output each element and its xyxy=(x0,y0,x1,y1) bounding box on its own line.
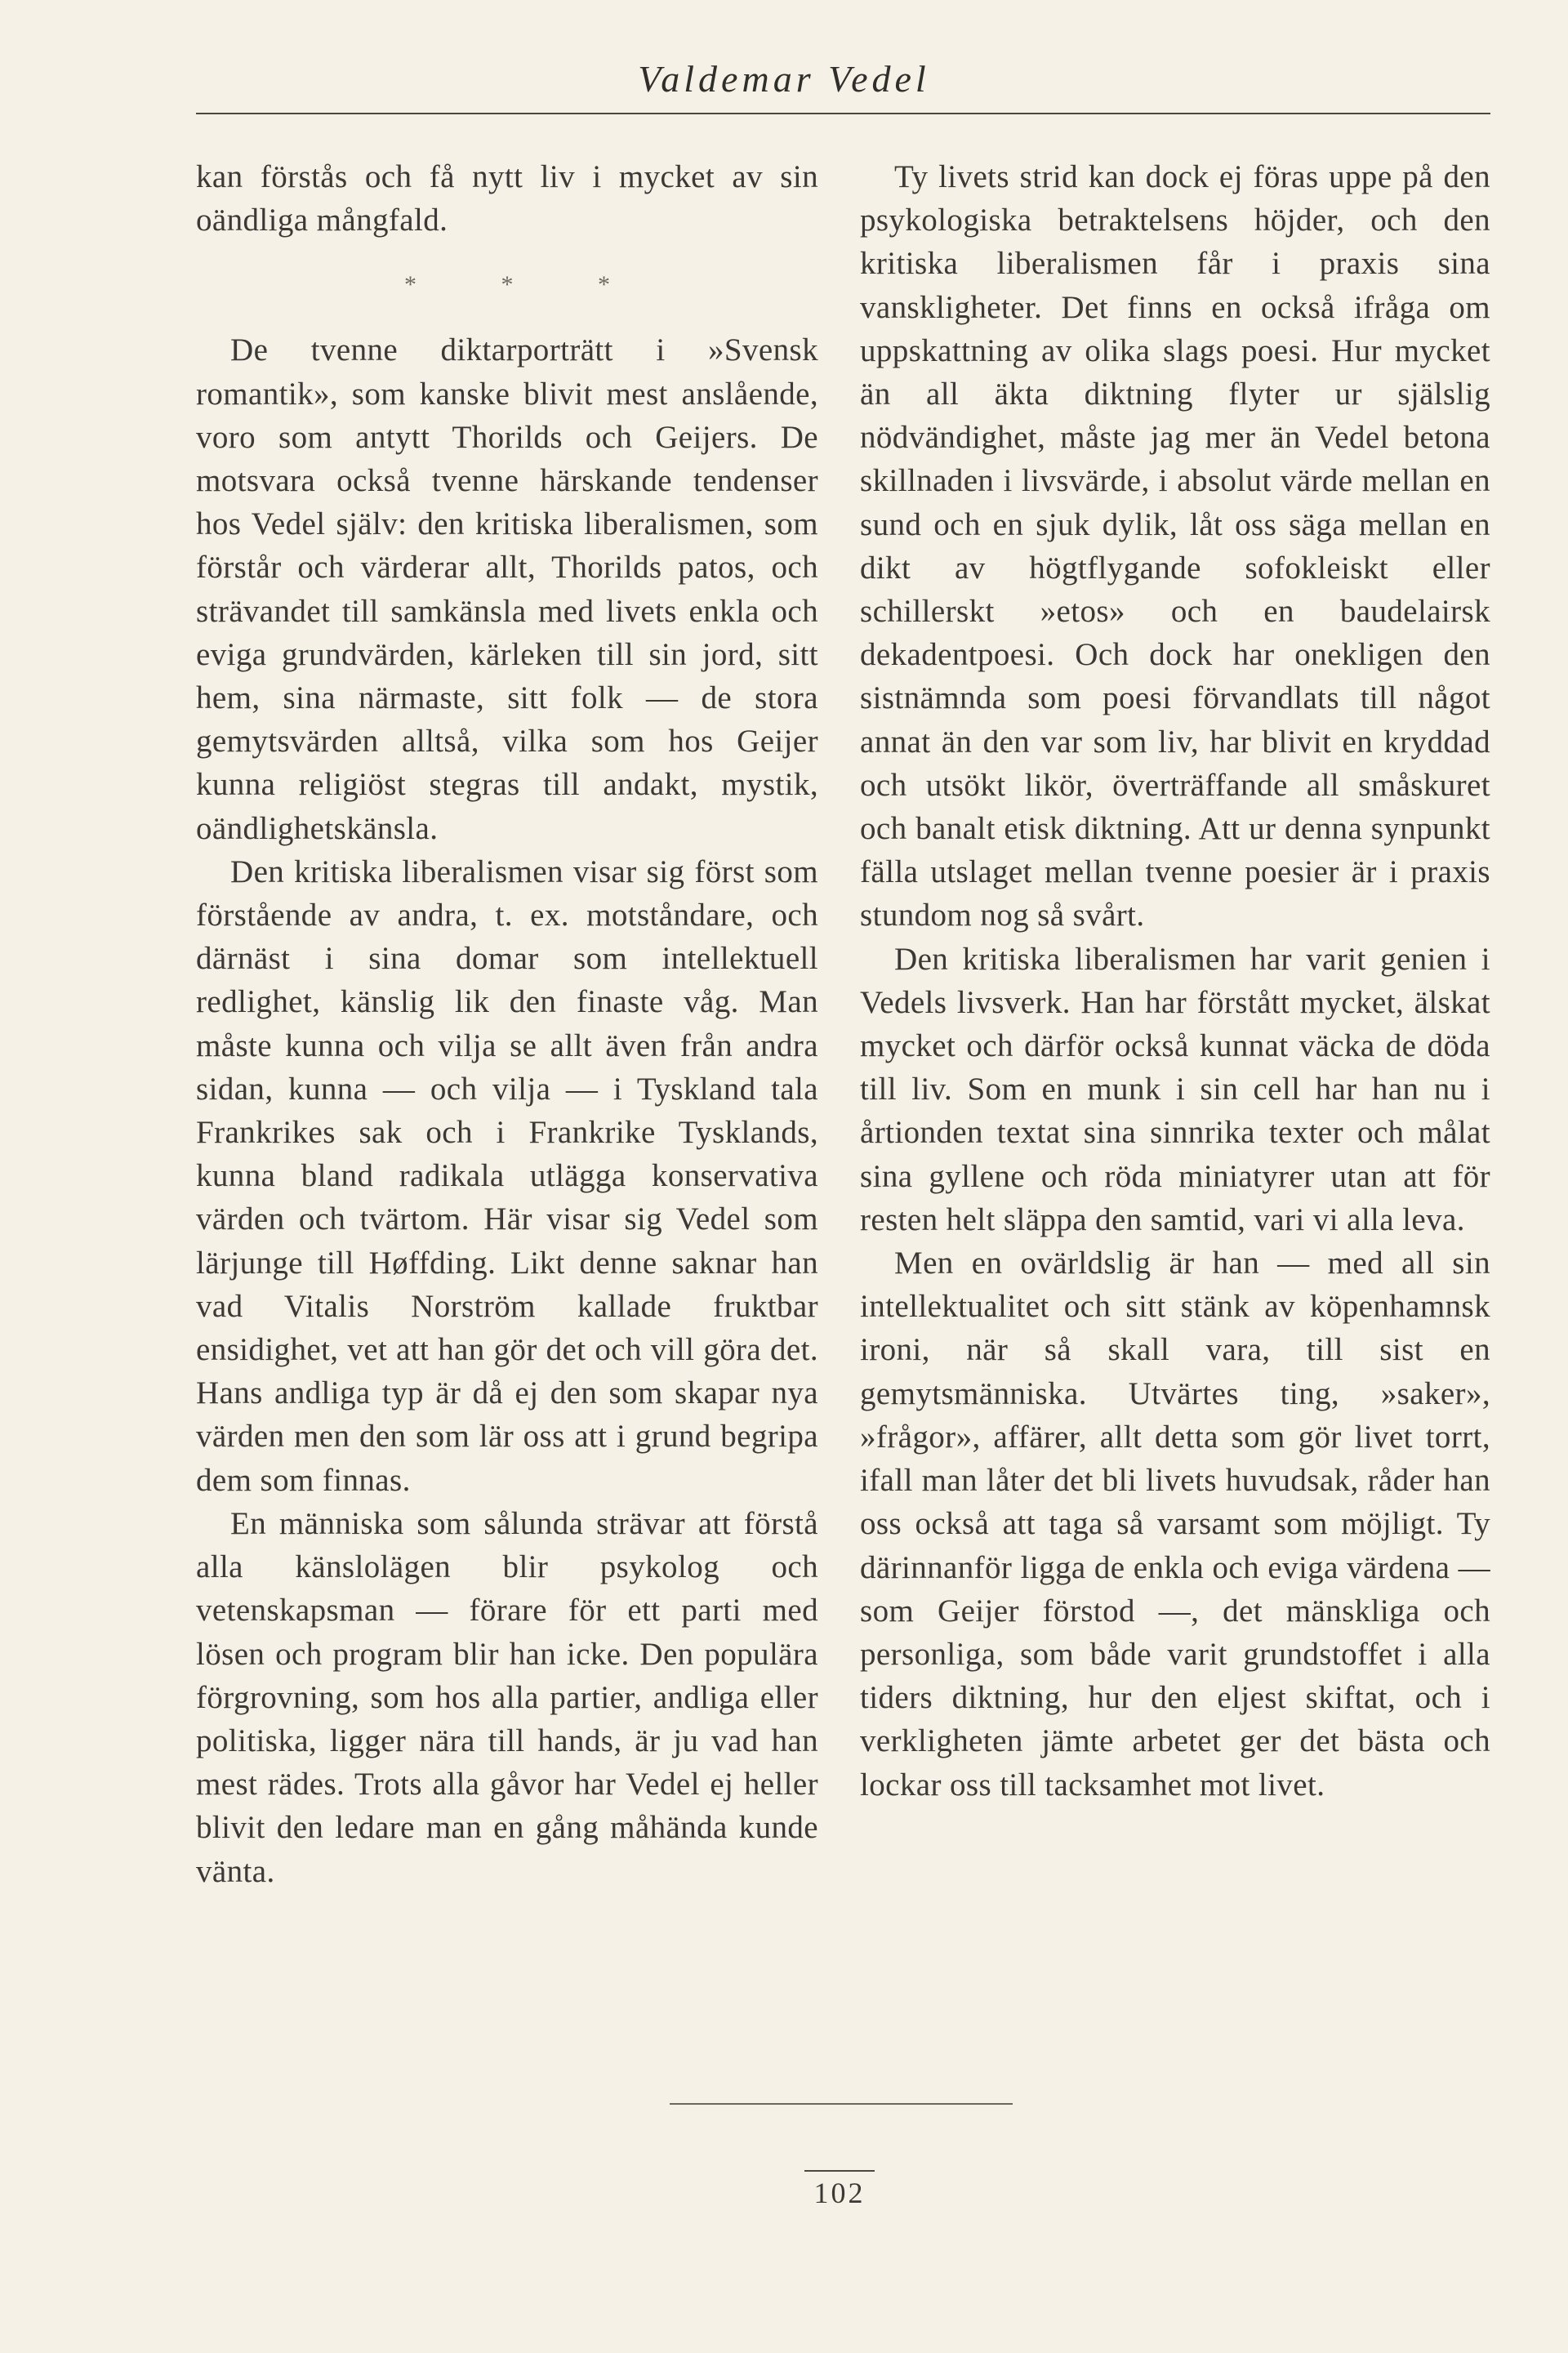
paragraph: Ty livets strid kan dock ej föras uppe på den psykologiska betraktelsens höjder, och den kritiska liberalismen får i praxis sina vanskligheter. Det finns en också ifråga om uppskattning av olika slags poesi. Hur mycket än all äkta diktning flyter ur själslig nödvändighet, måste jag mer än Vedel betona skillnaden i livsvärde, i absolut värde mellan en sund och en sjuk dylik, låt oss säga mellan en dikt av högtflygande sofokleiskt eller schillerskt »etos» och en baudelairsk dekadentpoesi. Och dock har onekligen den sistnämnda som poesi förvandlats till något annat än den var som liv, har blivit en kryddad och utsökt likör, överträffande all småskuret och banalt etisk diktning. Att ur denna synpunkt fälla utslaget mellan tvenne poesier är i praxis stundom nog så svårt. xyxy=(860,159,1490,934)
running-title: Valdemar Vedel xyxy=(638,58,930,100)
footer-rule xyxy=(670,2103,1013,2105)
page-number: 102 xyxy=(813,2177,866,2209)
left-column xyxy=(196,155,818,1893)
paragraph: En människa som sålunda strävar att förstå alla känslolägen blir psykolog och vetenskapsman — förare för ett parti med lösen och program blir han icke. Den populära förgrovning, som hos alla partier, andliga eller politiska, ligger nära till hands, är ju vad han mest rädes. Trots alla gåvor har Vedel ej heller blivit den ledare man en gång måhända kunde vänta. xyxy=(196,1505,818,1889)
paragraph: Den kritiska liberalismen har varit genien i Vedels livsverk. Han har förstått mycket, älskat mycket och därför också kunnat väcka de döda till liv. Som en munk i sin cell har han nu i årtionden textat sina sinnrika texter och målat sina gyllene och röda miniatyrer utan att för resten helt släppa den samtid, vari vi alla leva. xyxy=(860,941,1490,1237)
header-rule xyxy=(196,113,1490,114)
paragraph: kan förstås och få nytt liv i mycket av sin oändliga mångfald. xyxy=(196,159,818,238)
page-number-rule xyxy=(804,2170,875,2172)
paragraph: Men en ovärldslig är han — med all sin intellektualitet och sitt stänk av köpenhamnsk ironi, när så skall vara, till sist en gemytsmänniska. Utvärtes ting, »saker», »frågor», affärer, allt detta som gör livet torrt, ifall man låter det bli livets huvudsak, råder han oss också att taga så varsamt som möjligt. Ty därinnanför ligga de enkla och eviga värdena — som Geijer förstod —, det mänskliga och personliga, som både varit grundstoffet i alla tiders diktning, hur den eljest skiftat, och i verkligheten jämte arbetet ger det bästa och lockar oss till tacksamhet mot livet. xyxy=(860,1246,1490,1803)
section-break: * * * xyxy=(404,271,649,299)
paragraph: De tvenne diktarporträtt i »Svensk romantik», som kanske blivit mest anslående, voro som antytt Thorilds och Geijers. De motsvara också tvenne härskande tendenser hos Vedel själv: den kritiska liberalismen, som förstår och värderar allt, Thorilds patos, och strävandet till samkänsla med livets enkla och eviga grundvärden, kärleken till sin jord, sitt hem, sina närmaste, sitt folk — de stora gemytsvärden alltså, vilka som hos Geijer kunna religiöst stegras till andakt, mystik, oändlighetskänsla. xyxy=(196,332,818,846)
paragraph: Den kritiska liberalismen visar sig först som förstående av andra, t. ex. motståndare, och därnäst i sina domar som intellektuell redlighet, känslig lik den finaste våg. Man måste kunna och vilja se allt även från andra sidan, kunna — och vilja — i Tyskland tala Frankrikes sak och i Frankrike Tysklands, kunna bland radikala utlägga konservativa värden och tvärtom. Här visar sig Vedel som lärjunge till Høffding. Likt denne saknar han vad Vitalis Norström kallade fruktbar ensidighet, vet att han gör det och vill göra det. Hans andliga typ är då ej den som skapar nya värden men den som lär oss att i grund begripa dem som finnas. xyxy=(196,853,818,1498)
right-column xyxy=(860,155,1490,1807)
